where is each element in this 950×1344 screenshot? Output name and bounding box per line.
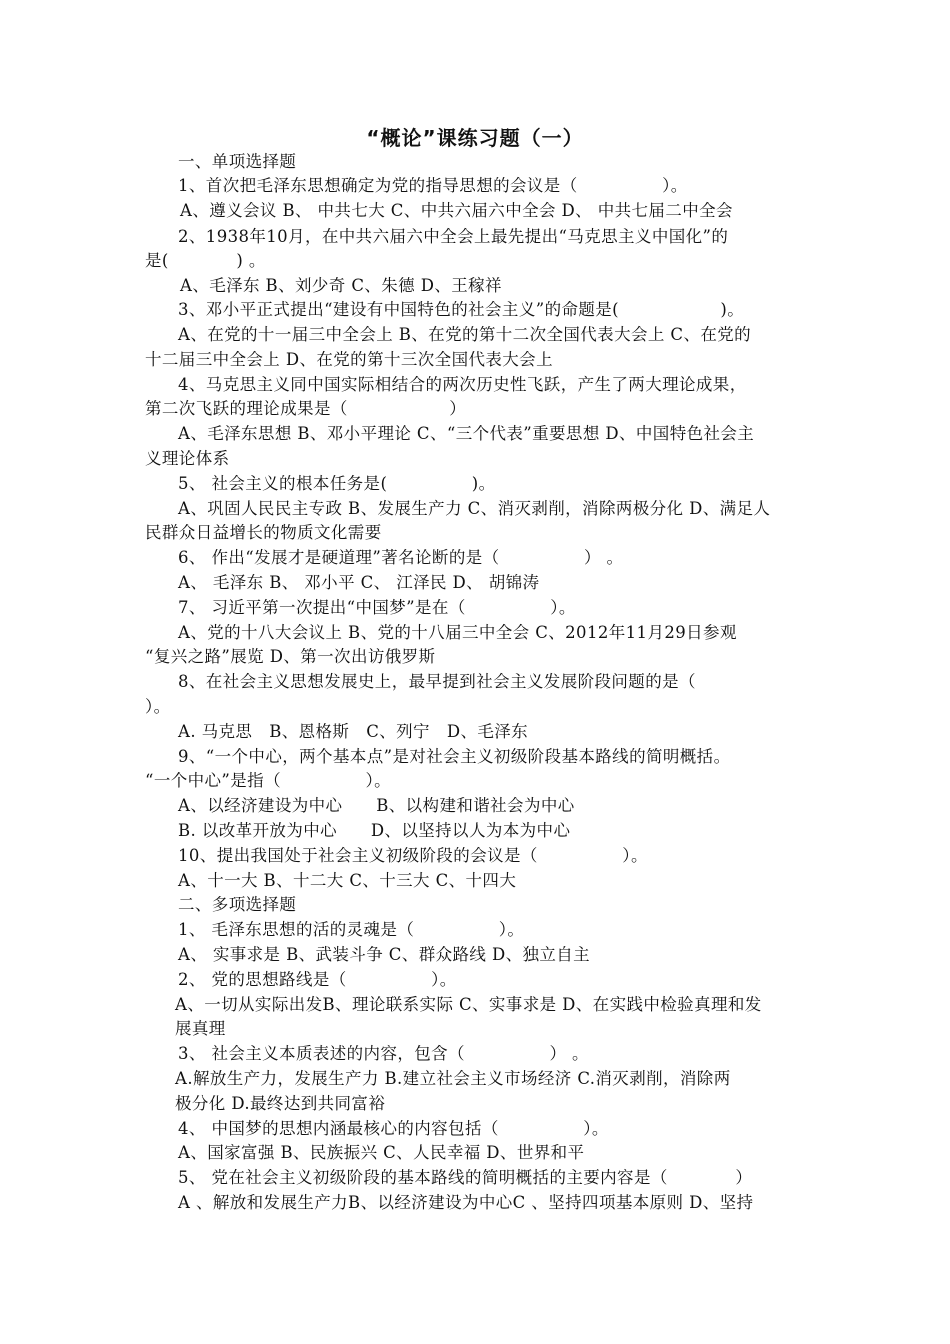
section-heading-multiple-choice: 二、多项选择题 (178, 895, 297, 914)
question-line: 10、提出我国处于社会主义初级阶段的会议是（ ）。 (178, 846, 648, 865)
question-line: 4、 中国梦的思想内涵最核心的内容包括（ ）。 (178, 1119, 609, 1138)
option-line: “复兴之路”展览 D、第一次出访俄罗斯 (145, 647, 436, 666)
question-line: 5、 社会主义的根本任务是( )。 (178, 474, 496, 493)
question-line: 8、在社会主义思想发展史上，最早提到社会主义发展阶段问题的是（ (178, 672, 696, 691)
option-line: A、十一大 B、十二大 C、十三大 C、十四大 (178, 871, 517, 890)
option-line: A、 实事求是 B、武装斗争 C、群众路线 D、独立自主 (178, 945, 591, 964)
option-line: 民群众日益增长的物质文化需要 (145, 523, 382, 542)
question-line: 9、“一个中心，两个基本点”是对社会主义初级阶段基本路线的简明概括。 (178, 747, 731, 766)
question-line: 1、首次把毛泽东思想确定为党的指导思想的会议是（ ）。 (178, 176, 688, 195)
option-line: A、毛泽东 B、刘少奇 C、朱德 D、王稼祥 (180, 276, 502, 295)
question-line: 7、 习近平第一次提出“中国梦”是在（ ）。 (178, 598, 576, 617)
question-line: 5、 党在社会主义初级阶段的基本路线的简明概括的主要内容是（ ） (178, 1168, 753, 1187)
option-line: 展真理 (175, 1019, 226, 1038)
option-line: A、一切从实际出发B、理论联系实际 C、实事求是 D、在实践中检验真理和发 (175, 995, 762, 1014)
option-line: A、国家富强 B、民族振兴 C、人民幸福 D、世界和平 (178, 1143, 585, 1162)
question-line: 2、 党的思想路线是（ ）。 (178, 970, 457, 989)
question-line: 1、 毛泽东思想的活的灵魂是（ ）。 (178, 920, 525, 939)
question-line: ）。 (145, 697, 171, 716)
question-line: 6、 作出“发展才是硬道理”著名论断的是（ ） 。 (178, 548, 624, 567)
option-line: A.解放生产力，发展生产力 B.建立社会主义市场经济 C.消灭剥削，消除两 (175, 1069, 731, 1088)
option-line: A、遵义会议 B、 中共七大 C、中共六届六中全会 D、 中共七届二中全会 (180, 201, 733, 220)
option-line: 义理论体系 (145, 449, 230, 468)
question-line: “一个中心”是指（ ）。 (145, 771, 392, 790)
option-line: A、在党的十一届三中全会上 B、在党的第十二次全国代表大会上 C、在党的 (178, 325, 752, 344)
option-line: 十二届三中全会上 D、在党的第十三次全国代表大会上 (145, 350, 553, 369)
option-line: A. 马克思 B、恩格斯 C、列宁 D、毛泽东 (178, 722, 529, 741)
option-line: A、巩固人民民主专政 B、发展生产力 C、消灭剥削，消除两极分化 D、满足人 (178, 499, 771, 518)
option-line: A 、解放和发展生产力B、以经济建设为中心C 、坚持四项基本原则 D、坚持 (178, 1193, 754, 1212)
question-line: 第二次飞跃的理论成果是（ ） (145, 399, 467, 418)
option-line: A、毛泽东思想 B、邓小平理论 C、“三个代表”重要思想 D、中国特色社会主 (178, 424, 755, 443)
page-title: “概论”课练习题（一） (366, 126, 584, 150)
question-line: 是( ) 。 (145, 251, 266, 270)
option-line: A、 毛泽东 B、 邓小平 C、 江泽民 D、 胡锦涛 (178, 573, 540, 592)
section-heading-single-choice: 一、单项选择题 (178, 152, 297, 171)
question-line: 2、1938年10月，在中共六届六中全会上最先提出“马克思主义中国化”的 (178, 227, 729, 246)
option-line: 极分化 D.最终达到共同富裕 (175, 1094, 386, 1113)
option-line: B. 以改革开放为中心 D、以坚持以人为本为中心 (178, 821, 571, 840)
question-line: 3、 社会主义本质表述的内容，包含（ ） 。 (178, 1044, 589, 1063)
question-line: 4、马克思主义同中国实际相结合的两次历史性飞跃，产生了两大理论成果， (178, 375, 747, 394)
question-line: 3、邓小平正式提出“建设有中国特色的社会主义”的命题是( )。 (178, 300, 745, 319)
option-line: A、党的十八大会议上 B、党的十八届三中全会 C、2012年11月29日参观 (178, 623, 737, 642)
option-line: A、以经济建设为中心 B、以构建和谐社会为中心 (178, 796, 575, 815)
